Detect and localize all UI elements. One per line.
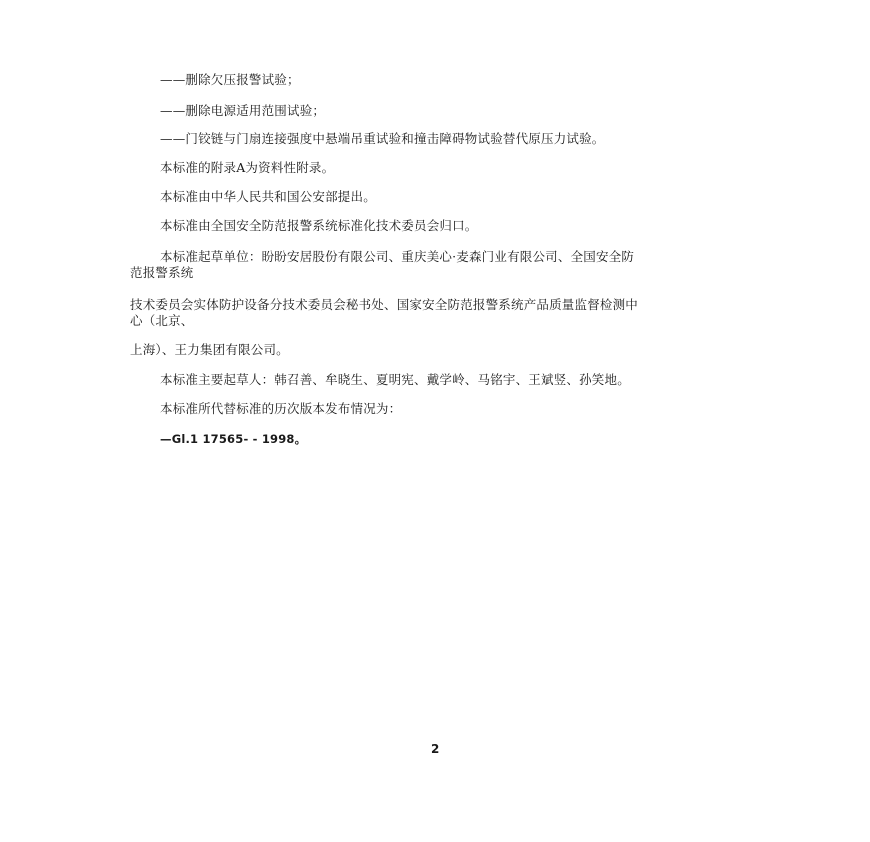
text-line-4: 本标准的附录A为资料性附录。 <box>160 160 335 175</box>
text-line-13: 本标准所代替标准的历次版本发布情况为： <box>160 401 402 416</box>
text-line-10: 心（北京、 <box>130 313 194 328</box>
text-line-11: 上海）、王力集团有限公司。 <box>130 342 289 357</box>
text-line-5: 本标准由中华人民共和国公安部提出。 <box>160 189 376 204</box>
text-line-14: —Gl.1 17565- - 1998。 <box>160 432 307 446</box>
text-line-6: 本标准由全国安全防范报警系统标准化技术委员会归口。 <box>160 218 478 233</box>
text-line-7: 本标准起草单位：盼盼安居股份有限公司、重庆美心·麦森门业有限公司、全国安全防 <box>160 249 635 264</box>
text-line-2: ——删除电源适用范围试验； <box>160 103 326 118</box>
text-line-9: 技术委员会实体防护设备分技术委员会秘书处、国家安全防范报警系统产品质量监督检测中 <box>130 297 639 312</box>
page-number: 2 <box>431 742 440 756</box>
text-line-8: 范报警系统 <box>130 265 194 280</box>
text-line-3: ——门铰链与门扇连接强度中悬端吊重试验和撞击障碍物试验替代原压力试验。 <box>160 131 605 146</box>
text-line-1: ——删除欠压报警试验； <box>160 72 300 87</box>
text-line-12: 本标准主要起草人：韩召善、牟晓生、夏明宪、戴学岭、马铭宇、王斌竖、孙笑地。 <box>160 372 630 387</box>
